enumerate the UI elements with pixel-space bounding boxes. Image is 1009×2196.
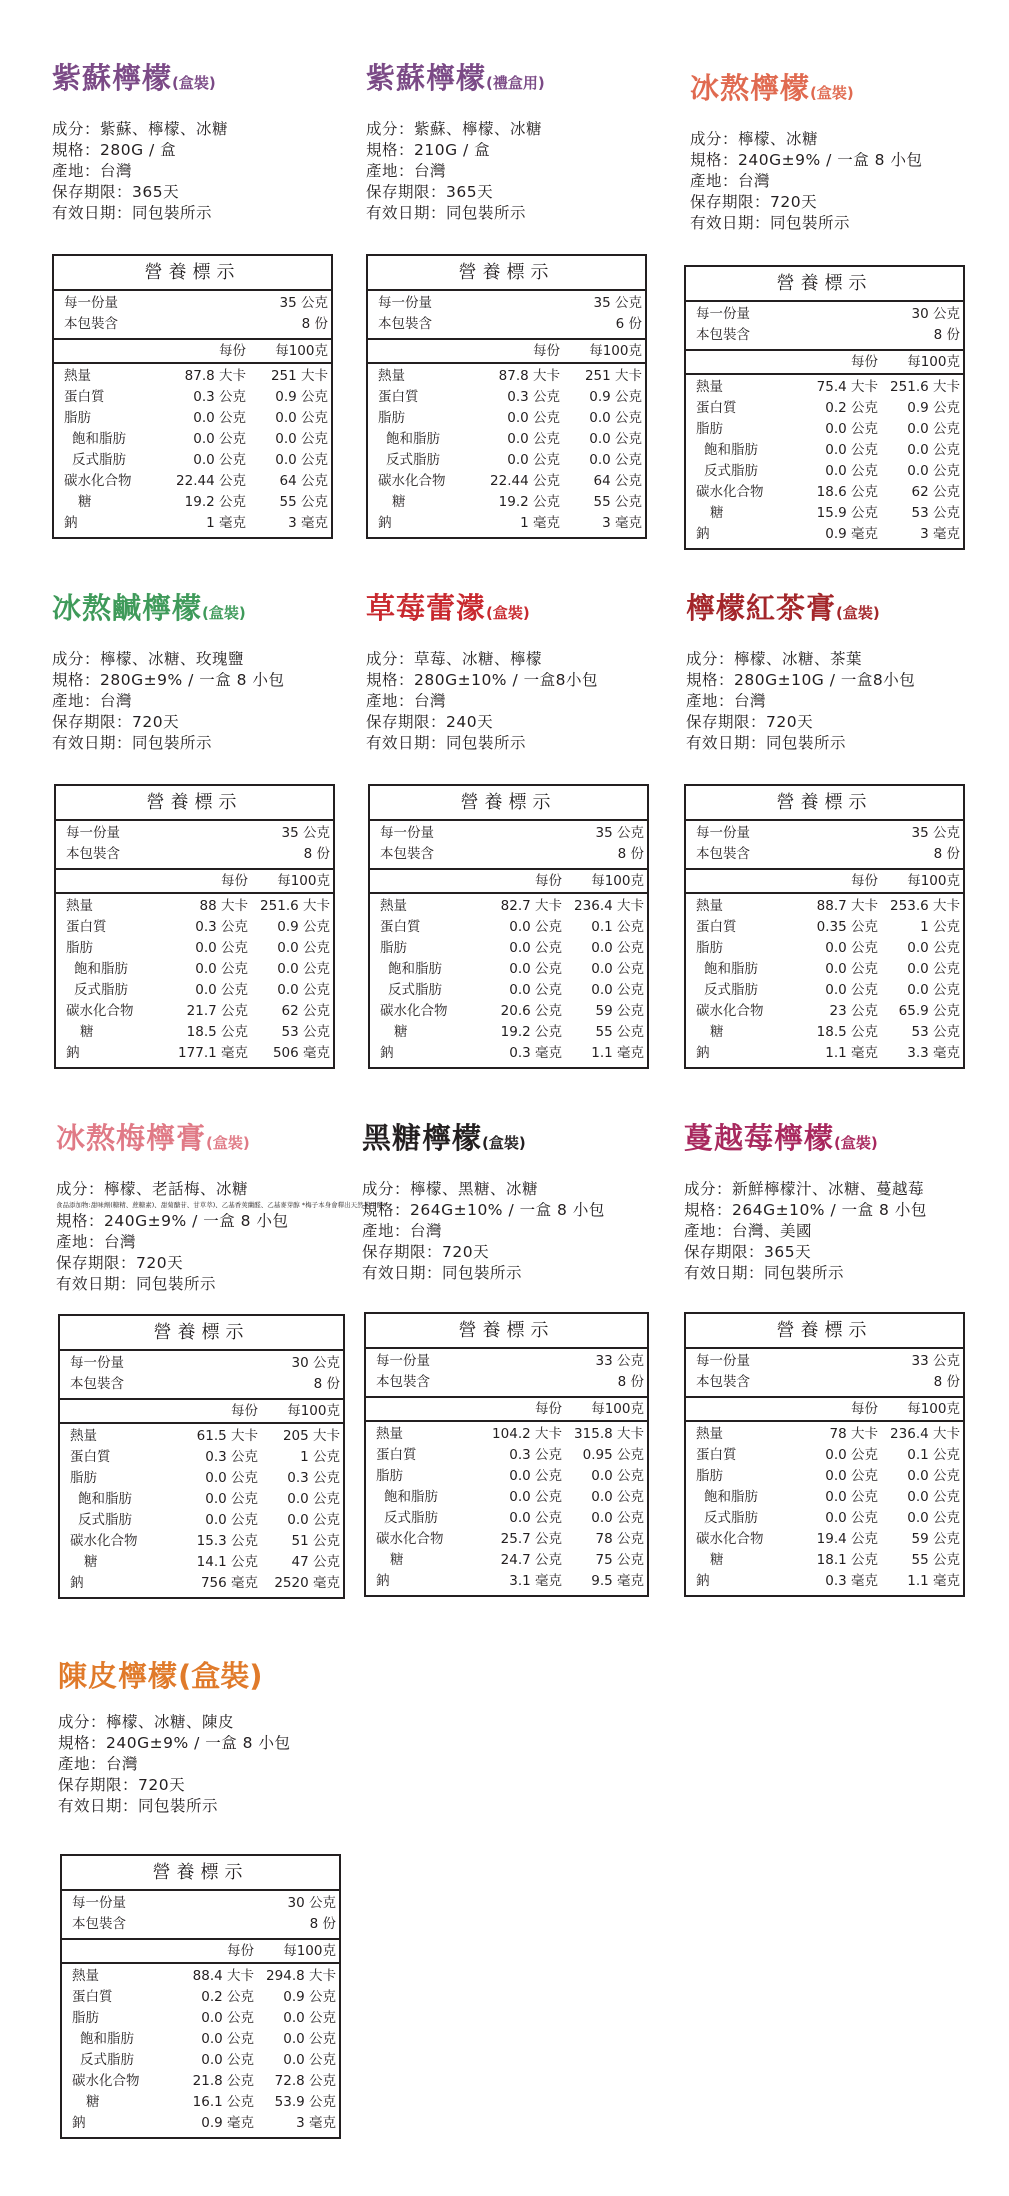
per-serving-header: 每份 xyxy=(851,873,878,889)
product-pack-type: (盒裝) xyxy=(810,84,854,102)
trans-fat-row: 反式脂肪 0.0 公克 0.0 公克 xyxy=(72,452,328,468)
per-serving-header: 每份 xyxy=(227,1943,254,1959)
calories-row: 熱量 87.8 大卡 251 大卡 xyxy=(378,368,642,384)
fat-row: 脂肪 0.0 公克 0.0 公克 xyxy=(378,410,642,426)
expiry-line: 有效日期：同包裝所示 xyxy=(52,734,213,752)
per-serving-header: 每份 xyxy=(851,1401,878,1417)
servings-value: 8 份 xyxy=(313,1376,340,1392)
spec-line: 規格：264G±10% / 一盒 8 小包 xyxy=(684,1201,927,1219)
per-100g-header: 每100克 xyxy=(591,1401,644,1417)
serving-size-value: 35 公克 xyxy=(279,295,328,311)
expiry-line: 有效日期：同包裝所示 xyxy=(690,214,851,232)
product-title xyxy=(366,58,666,103)
shelf-life-line: 保存期限：720天 xyxy=(362,1243,490,1261)
protein-row: 蛋白質 0.0 公克 0.1 公克 xyxy=(380,919,644,935)
serving-size-label: 每一份量 xyxy=(380,825,434,841)
product-name: 草莓蕾濛 xyxy=(366,591,487,625)
product-info xyxy=(58,1712,358,1817)
nutrition-table xyxy=(58,1314,345,1599)
serving-size-value: 35 公克 xyxy=(911,825,960,841)
protein-row: 蛋白質 0.3 公克 0.9 公克 xyxy=(64,389,328,405)
product-name: 陳皮檸檬 xyxy=(58,1659,179,1693)
product-name: 蔓越莓檸檬 xyxy=(684,1121,835,1155)
carbs-row: 碳水化合物 23 公克 65.9 公克 xyxy=(696,1003,960,1019)
expiry-line: 有效日期：同包裝所示 xyxy=(686,734,847,752)
ingredients-line: 成分：檸檬、老話梅、冰糖 xyxy=(56,1180,249,1198)
shelf-life-line: 保存期限：365天 xyxy=(684,1243,812,1261)
spec-line: 規格：264G±10% / 一盒 8 小包 xyxy=(362,1201,605,1219)
origin-line: 產地：台灣、美國 xyxy=(684,1222,813,1240)
product-pack-type: (盒裝) xyxy=(202,604,246,622)
nutrition-table xyxy=(366,254,647,539)
servings-value: 8 份 xyxy=(309,1916,336,1932)
sugar-row: 糖 18.5 公克 53 公克 xyxy=(710,1024,960,1040)
trans-fat-row: 反式脂肪 0.0 公克 0.0 公克 xyxy=(704,982,960,998)
fat-row: 脂肪 0.0 公克 0.0 公克 xyxy=(696,1468,960,1484)
expiry-line: 有效日期：同包裝所示 xyxy=(366,734,527,752)
product-info xyxy=(52,119,352,224)
trans-fat-row: 反式脂肪 0.0 公克 0.0 公克 xyxy=(386,452,642,468)
product-pack-type: (盒裝) xyxy=(836,604,880,622)
product-pack-type: (盒裝) xyxy=(482,1134,526,1152)
protein-row: 蛋白質 0.3 公克 0.9 公克 xyxy=(378,389,642,405)
product-info xyxy=(52,649,352,754)
product-block xyxy=(684,1118,984,1284)
serving-size-value: 35 公克 xyxy=(593,295,642,311)
serving-size-label: 每一份量 xyxy=(696,825,750,841)
fat-row: 脂肪 0.0 公克 0.3 公克 xyxy=(70,1470,340,1486)
sodium-row: 鈉 3.1 毫克 9.5 毫克 xyxy=(376,1573,644,1589)
product-title xyxy=(58,1656,358,1696)
sugar-row: 糖 14.1 公克 47 公克 xyxy=(84,1554,340,1570)
nutrition-table xyxy=(364,1312,649,1597)
protein-row: 蛋白質 0.35 公克 1 公克 xyxy=(696,919,960,935)
carbs-row: 碳水化合物 19.4 公克 59 公克 xyxy=(696,1531,960,1547)
product-info xyxy=(686,649,986,754)
spec-line: 規格：240G±9% / 一盒 8 小包 xyxy=(58,1734,291,1752)
sat-fat-row: 飽和脂肪 0.0 公克 0.0 公克 xyxy=(80,2031,336,2047)
ingredients-line: 成分：檸檬、冰糖、茶葉 xyxy=(686,650,863,668)
nutrition-heading: 營養標示 xyxy=(60,1316,343,1351)
serving-size-label: 每一份量 xyxy=(376,1353,430,1369)
per-100g-header: 每100克 xyxy=(283,1943,336,1959)
carbs-row: 碳水化合物 15.3 公克 51 公克 xyxy=(70,1533,340,1549)
expiry-line: 有效日期：同包裝所示 xyxy=(362,1264,523,1282)
product-block xyxy=(58,1656,358,1817)
servings-value: 8 份 xyxy=(617,1374,644,1390)
product-title xyxy=(52,588,352,633)
product-pack-type: (盒裝) xyxy=(178,1659,263,1693)
nutrition-heading: 營養標示 xyxy=(62,1856,339,1891)
serving-size-value: 33 公克 xyxy=(911,1353,960,1369)
product-info xyxy=(362,1179,662,1284)
ingredients-line: 成分：檸檬、冰糖 xyxy=(690,130,819,148)
protein-row: 蛋白質 0.3 公克 0.9 公克 xyxy=(66,919,330,935)
sugar-row: 糖 19.2 公克 55 公克 xyxy=(394,1024,644,1040)
origin-line: 產地：台灣 xyxy=(366,162,447,180)
sat-fat-row: 飽和脂肪 0.0 公克 0.0 公克 xyxy=(704,442,960,458)
nutrition-heading: 營養標示 xyxy=(686,786,963,821)
shelf-life-line: 保存期限：240天 xyxy=(366,713,494,731)
ingredients-line: 成分：檸檬、冰糖、陳皮 xyxy=(58,1713,235,1731)
serving-size-value: 33 公克 xyxy=(595,1353,644,1369)
origin-line: 產地：台灣 xyxy=(52,162,133,180)
carbs-row: 碳水化合物 18.6 公克 62 公克 xyxy=(696,484,960,500)
shelf-life-line: 保存期限：720天 xyxy=(52,713,180,731)
servings-value: 8 份 xyxy=(617,846,644,862)
shelf-life-line: 保存期限：720天 xyxy=(686,713,814,731)
calories-row: 熱量 88.4 大卡 294.8 大卡 xyxy=(72,1968,336,1984)
calories-row: 熱量 61.5 大卡 205 大卡 xyxy=(70,1428,340,1444)
carbs-row: 碳水化合物 22.44 公克 64 公克 xyxy=(64,473,328,489)
nutrition-table xyxy=(52,254,333,539)
product-name: 冰熬檸檬 xyxy=(690,71,811,105)
fat-row: 脂肪 0.0 公克 0.0 公克 xyxy=(72,2010,336,2026)
protein-row: 蛋白質 0.0 公克 0.1 公克 xyxy=(696,1447,960,1463)
product-info xyxy=(366,119,666,224)
sugar-row: 糖 24.7 公克 75 公克 xyxy=(390,1552,644,1568)
servings-value: 8 份 xyxy=(933,1374,960,1390)
origin-line: 產地：台灣 xyxy=(362,1222,443,1240)
servings-label: 本包裝含 xyxy=(72,1916,126,1932)
ingredients-line: 成分：紫蘇、檸檬、冰糖 xyxy=(366,120,543,138)
product-title xyxy=(686,588,986,633)
nutrition-table xyxy=(684,784,965,1069)
serving-size-label: 每一份量 xyxy=(70,1355,124,1371)
per-100g-header: 每100克 xyxy=(907,873,960,889)
product-title xyxy=(56,1118,356,1163)
servings-label: 本包裝含 xyxy=(70,1376,124,1392)
per-100g-header: 每100克 xyxy=(287,1403,340,1419)
sat-fat-row: 飽和脂肪 0.0 公克 0.0 公克 xyxy=(78,1491,340,1507)
product-info xyxy=(366,649,666,754)
servings-label: 本包裝含 xyxy=(696,1374,750,1390)
serving-size-label: 每一份量 xyxy=(72,1895,126,1911)
servings-label: 本包裝含 xyxy=(64,316,118,332)
product-name: 冰熬鹹檸檬 xyxy=(52,591,203,625)
trans-fat-row: 反式脂肪 0.0 公克 0.0 公克 xyxy=(384,1510,644,1526)
product-block xyxy=(52,58,352,224)
protein-row: 蛋白質 0.3 公克 0.95 公克 xyxy=(376,1447,644,1463)
nutrition-table xyxy=(54,784,335,1069)
sodium-row: 鈉 0.9 毫克 3 毫克 xyxy=(72,2115,336,2131)
spec-line: 規格：240G±9% / 一盒 8 小包 xyxy=(690,151,923,169)
shelf-life-line: 保存期限：720天 xyxy=(690,193,818,211)
expiry-line: 有效日期：同包裝所示 xyxy=(56,1275,217,1293)
sat-fat-row: 飽和脂肪 0.0 公克 0.0 公克 xyxy=(384,1489,644,1505)
per-serving-header: 每份 xyxy=(221,873,248,889)
nutrition-heading: 營養標示 xyxy=(686,1314,963,1349)
nutrition-table xyxy=(684,265,965,550)
spec-line: 規格：240G±9% / 一盒 8 小包 xyxy=(56,1212,289,1230)
per-100g-header: 每100克 xyxy=(277,873,330,889)
nutrition-heading: 營養標示 xyxy=(366,1314,647,1349)
origin-line: 產地：台灣 xyxy=(366,692,447,710)
expiry-line: 有效日期：同包裝所示 xyxy=(366,204,527,222)
ingredients-line: 成分：新鮮檸檬汁、冰糖、蔓越莓 xyxy=(684,1180,925,1198)
product-block xyxy=(366,58,666,224)
trans-fat-row: 反式脂肪 0.0 公克 0.0 公克 xyxy=(80,2052,336,2068)
product-title xyxy=(684,1118,984,1163)
product-block xyxy=(362,1118,662,1284)
ingredients-line: 成分：檸檬、黑糖、冰糖 xyxy=(362,1180,539,1198)
sodium-row: 鈉 756 毫克 2520 毫克 xyxy=(70,1575,340,1591)
trans-fat-row: 反式脂肪 0.0 公克 0.0 公克 xyxy=(704,463,960,479)
serving-size-label: 每一份量 xyxy=(66,825,120,841)
per-serving-header: 每份 xyxy=(533,343,560,359)
sodium-row: 鈉 0.3 毫克 1.1 毫克 xyxy=(380,1045,644,1061)
calories-row: 熱量 104.2 大卡 315.8 大卡 xyxy=(376,1426,644,1442)
expiry-line: 有效日期：同包裝所示 xyxy=(58,1797,219,1815)
nutrition-heading: 營養標示 xyxy=(686,267,963,302)
per-serving-header: 每份 xyxy=(535,1401,562,1417)
sodium-row: 鈉 177.1 毫克 506 毫克 xyxy=(66,1045,330,1061)
per-serving-header: 每份 xyxy=(851,354,878,370)
calories-row: 熱量 82.7 大卡 236.4 大卡 xyxy=(380,898,644,914)
per-100g-header: 每100克 xyxy=(275,343,328,359)
spec-line: 規格：280G±10% / 一盒8小包 xyxy=(366,671,598,689)
serving-size-value: 30 公克 xyxy=(911,306,960,322)
trans-fat-row: 反式脂肪 0.0 公克 0.0 公克 xyxy=(704,1510,960,1526)
sat-fat-row: 飽和脂肪 0.0 公克 0.0 公克 xyxy=(704,1489,960,1505)
serving-size-value: 35 公克 xyxy=(281,825,330,841)
product-title xyxy=(362,1118,662,1163)
calories-row: 熱量 88 大卡 251.6 大卡 xyxy=(66,898,330,914)
fat-row: 脂肪 0.0 公克 0.0 公克 xyxy=(376,1468,644,1484)
calories-row: 熱量 75.4 大卡 251.6 大卡 xyxy=(696,379,960,395)
nutrition-heading: 營養標示 xyxy=(56,786,333,821)
product-name: 紫蘇檸檬 xyxy=(366,61,487,95)
carbs-row: 碳水化合物 21.7 公克 62 公克 xyxy=(66,1003,330,1019)
product-pack-type: (盒裝) xyxy=(486,604,530,622)
servings-value: 8 份 xyxy=(933,846,960,862)
product-block xyxy=(366,588,666,754)
protein-row: 蛋白質 0.2 公克 0.9 公克 xyxy=(72,1989,336,2005)
origin-line: 產地：台灣 xyxy=(690,172,771,190)
shelf-life-line: 保存期限：720天 xyxy=(56,1254,184,1272)
product-name: 檸檬紅茶膏 xyxy=(686,591,837,625)
trans-fat-row: 反式脂肪 0.0 公克 0.0 公克 xyxy=(388,982,644,998)
servings-label: 本包裝含 xyxy=(696,846,750,862)
ingredients-line: 成分：紫蘇、檸檬、冰糖 xyxy=(52,120,229,138)
expiry-line: 有效日期：同包裝所示 xyxy=(684,1264,845,1282)
per-100g-header: 每100克 xyxy=(907,354,960,370)
origin-line: 產地：台灣 xyxy=(58,1755,139,1773)
spec-line: 規格：210G / 盒 xyxy=(366,141,491,159)
per-100g-header: 每100克 xyxy=(589,343,642,359)
spec-line: 規格：280G / 盒 xyxy=(52,141,177,159)
product-pack-type: (禮盒用) xyxy=(486,74,545,92)
serving-size-value: 30 公克 xyxy=(291,1355,340,1371)
nutrition-table xyxy=(684,1312,965,1597)
nutrition-table xyxy=(368,784,649,1069)
protein-row: 蛋白質 0.2 公克 0.9 公克 xyxy=(696,400,960,416)
calories-row: 熱量 88.7 大卡 253.6 大卡 xyxy=(696,898,960,914)
fat-row: 脂肪 0.0 公克 0.0 公克 xyxy=(696,940,960,956)
servings-value: 8 份 xyxy=(301,316,328,332)
serving-size-value: 30 公克 xyxy=(287,1895,336,1911)
sugar-row: 糖 18.1 公克 55 公克 xyxy=(710,1552,960,1568)
sodium-row: 鈉 1.1 毫克 3.3 毫克 xyxy=(696,1045,960,1061)
product-pack-type: (盒裝) xyxy=(172,74,216,92)
sat-fat-row: 飽和脂肪 0.0 公克 0.0 公克 xyxy=(388,961,644,977)
servings-label: 本包裝含 xyxy=(696,327,750,343)
ingredients-line: 成分：草莓、冰糖、檸檬 xyxy=(366,650,543,668)
spec-line: 規格：280G±10G / 一盒8小包 xyxy=(686,671,916,689)
protein-row: 蛋白質 0.3 公克 1 公克 xyxy=(70,1449,340,1465)
product-block xyxy=(686,588,986,754)
per-serving-header: 每份 xyxy=(219,343,246,359)
carbs-row: 碳水化合物 21.8 公克 72.8 公克 xyxy=(72,2073,336,2089)
calories-row: 熱量 78 大卡 236.4 大卡 xyxy=(696,1426,960,1442)
servings-value: 6 份 xyxy=(615,316,642,332)
product-block xyxy=(56,1118,387,1295)
product-info xyxy=(690,129,990,234)
servings-value: 8 份 xyxy=(933,327,960,343)
per-serving-header: 每份 xyxy=(535,873,562,889)
origin-line: 產地：台灣 xyxy=(52,692,133,710)
sat-fat-row: 飽和脂肪 0.0 公克 0.0 公克 xyxy=(386,431,642,447)
sodium-row: 鈉 1 毫克 3 毫克 xyxy=(378,515,642,531)
expiry-line: 有效日期：同包裝所示 xyxy=(52,204,213,222)
product-title xyxy=(52,58,352,103)
sugar-row: 糖 15.9 公克 53 公克 xyxy=(710,505,960,521)
fat-row: 脂肪 0.0 公克 0.0 公克 xyxy=(380,940,644,956)
per-100g-header: 每100克 xyxy=(591,873,644,889)
serving-size-label: 每一份量 xyxy=(64,295,118,311)
servings-label: 本包裝含 xyxy=(376,1374,430,1390)
product-title xyxy=(690,68,990,113)
product-block xyxy=(690,68,990,234)
product-info xyxy=(684,1179,984,1284)
trans-fat-row: 反式脂肪 0.0 公克 0.0 公克 xyxy=(74,982,330,998)
sat-fat-row: 飽和脂肪 0.0 公克 0.0 公克 xyxy=(72,431,328,447)
fat-row: 脂肪 0.0 公克 0.0 公克 xyxy=(696,421,960,437)
calories-row: 熱量 87.8 大卡 251 大卡 xyxy=(64,368,328,384)
origin-line: 產地：台灣 xyxy=(686,692,767,710)
sugar-row: 糖 16.1 公克 53.9 公克 xyxy=(86,2094,336,2110)
shelf-life-line: 保存期限：720天 xyxy=(58,1776,186,1794)
product-name: 冰熬梅檸膏 xyxy=(56,1121,207,1155)
product-info xyxy=(56,1179,387,1295)
serving-size-label: 每一份量 xyxy=(378,295,432,311)
carbs-row: 碳水化合物 20.6 公克 59 公克 xyxy=(380,1003,644,1019)
nutrition-heading: 營養標示 xyxy=(368,256,645,291)
product-pack-type: (盒裝) xyxy=(206,1134,250,1152)
fat-row: 脂肪 0.0 公克 0.0 公克 xyxy=(66,940,330,956)
product-block xyxy=(52,588,352,754)
shelf-life-line: 保存期限：365天 xyxy=(52,183,180,201)
carbs-row: 碳水化合物 22.44 公克 64 公克 xyxy=(378,473,642,489)
per-serving-header: 每份 xyxy=(231,1403,258,1419)
servings-value: 8 份 xyxy=(303,846,330,862)
origin-line: 產地：台灣 xyxy=(56,1233,137,1251)
nutrition-table xyxy=(60,1854,341,2139)
servings-label: 本包裝含 xyxy=(378,316,432,332)
nutrition-heading: 營養標示 xyxy=(370,786,647,821)
servings-label: 本包裝含 xyxy=(66,846,120,862)
serving-size-label: 每一份量 xyxy=(696,1353,750,1369)
additives-note: 食品添加物:甜味劑(糖精、蔗糖素)、甜菊醣苷、甘草萃)、乙基香莢蘭醛、乙基麥芽醇 *梅子本身會釋出天然苯甲酸* xyxy=(56,1201,387,1209)
serving-size-label: 每一份量 xyxy=(696,306,750,322)
spec-line: 規格：280G±9% / 一盒 8 小包 xyxy=(52,671,285,689)
fat-row: 脂肪 0.0 公克 0.0 公克 xyxy=(64,410,328,426)
servings-label: 本包裝含 xyxy=(380,846,434,862)
nutrition-heading: 營養標示 xyxy=(54,256,331,291)
product-name: 黑糖檸檬 xyxy=(362,1121,483,1155)
sodium-row: 鈉 0.3 毫克 1.1 毫克 xyxy=(696,1573,960,1589)
sugar-row: 糖 19.2 公克 55 公克 xyxy=(392,494,642,510)
carbs-row: 碳水化合物 25.7 公克 78 公克 xyxy=(376,1531,644,1547)
product-title xyxy=(366,588,666,633)
product-pack-type: (盒裝) xyxy=(834,1134,878,1152)
ingredients-line: 成分：檸檬、冰糖、玫瑰鹽 xyxy=(52,650,245,668)
product-name: 紫蘇檸檬 xyxy=(52,61,173,95)
sat-fat-row: 飽和脂肪 0.0 公克 0.0 公克 xyxy=(74,961,330,977)
sugar-row: 糖 18.5 公克 53 公克 xyxy=(80,1024,330,1040)
sodium-row: 鈉 1 毫克 3 毫克 xyxy=(64,515,328,531)
sat-fat-row: 飽和脂肪 0.0 公克 0.0 公克 xyxy=(704,961,960,977)
per-100g-header: 每100克 xyxy=(907,1401,960,1417)
sodium-row: 鈉 0.9 毫克 3 毫克 xyxy=(696,526,960,542)
serving-size-value: 35 公克 xyxy=(595,825,644,841)
shelf-life-line: 保存期限：365天 xyxy=(366,183,494,201)
trans-fat-row: 反式脂肪 0.0 公克 0.0 公克 xyxy=(78,1512,340,1528)
sugar-row: 糖 19.2 公克 55 公克 xyxy=(78,494,328,510)
